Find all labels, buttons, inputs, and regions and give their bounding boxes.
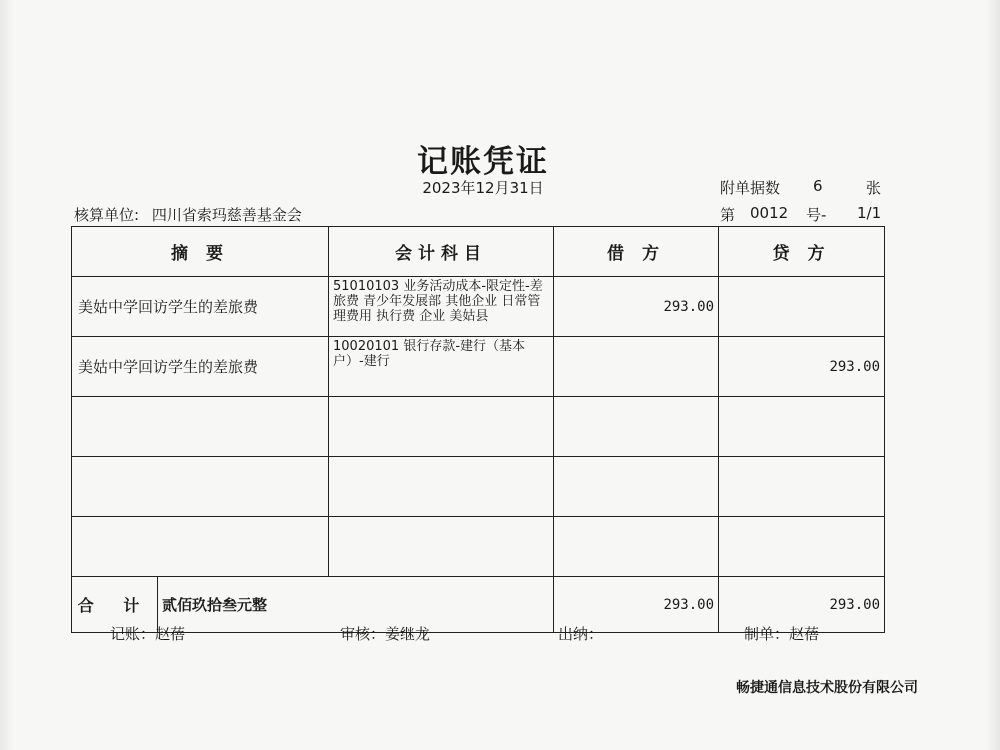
attachment-number: 6: [813, 177, 823, 195]
table-row: [72, 337, 885, 397]
reviewer: 审核：姜继龙: [340, 625, 431, 643]
entry-debit: [554, 457, 719, 517]
total-debit: 293.00: [554, 577, 719, 633]
accounting-unit: [74, 204, 302, 225]
entry-summary: 美姑中学回访学生的差旅费: [72, 337, 329, 397]
table-row: [72, 277, 885, 337]
entry-account: 51010103 业务活动成本-限定性-差旅费 青少年发展部 其他企业 日常管理费用 执行费 企业 美姑县: [329, 277, 554, 337]
entry-credit: 293.00: [719, 337, 885, 397]
entry-account: [329, 397, 554, 457]
voucher-number-value: 0012: [750, 204, 789, 222]
voucher-table: [71, 226, 885, 633]
accounting-unit-value: 四川省索玛慈善基金会: [151, 206, 302, 224]
entry-debit: 293.00: [554, 277, 719, 337]
entry-account: 10020101 银行存款-建行（基本户）-建行: [329, 337, 554, 397]
total-credit: 293.00: [719, 577, 885, 633]
voucher-number-suffix: 号-: [806, 206, 827, 224]
header-credit: 贷 方: [719, 227, 885, 277]
voucher-page: 1/1: [857, 204, 882, 222]
entry-credit: [719, 397, 885, 457]
cashier: 出纳：: [558, 625, 604, 643]
voucher-title: 记账凭证: [417, 144, 549, 180]
entry-summary: 美姑中学回访学生的差旅费: [72, 277, 329, 337]
entry-summary: [72, 397, 329, 457]
header-summary: 摘 要: [72, 227, 329, 277]
entry-account: [329, 517, 554, 577]
entry-debit: [554, 337, 719, 397]
table-row: [72, 517, 885, 577]
header-account: 会计科目: [329, 227, 554, 277]
software-vendor: 畅捷通信息技术股份有限公司: [736, 680, 918, 696]
entry-summary: [72, 517, 329, 577]
voucher-date: 2023年12月31日: [422, 179, 544, 197]
entry-credit: [719, 277, 885, 337]
entry-credit: [719, 517, 885, 577]
attachment-label: 附单据数: [720, 179, 781, 197]
header-debit: 借 方: [554, 227, 719, 277]
voucher-number-prefix: 第: [720, 206, 736, 224]
table-row: [72, 457, 885, 517]
total-label: 合 计: [72, 577, 158, 633]
attachment-unit: 张: [866, 179, 882, 197]
entry-debit: [554, 397, 719, 457]
preparer: 制单：赵蓓: [744, 625, 820, 643]
accounting-unit-label: 核算单位:: [74, 206, 140, 224]
total-amount-words: 贰佰玖拾叁元整: [158, 577, 554, 633]
entry-account: [329, 457, 554, 517]
entry-summary: [72, 457, 329, 517]
attachment-count: [720, 177, 882, 198]
table-row: [72, 397, 885, 457]
bookkeeper: 记账：赵蓓: [110, 625, 186, 643]
entry-credit: [719, 457, 885, 517]
entry-debit: [554, 517, 719, 577]
